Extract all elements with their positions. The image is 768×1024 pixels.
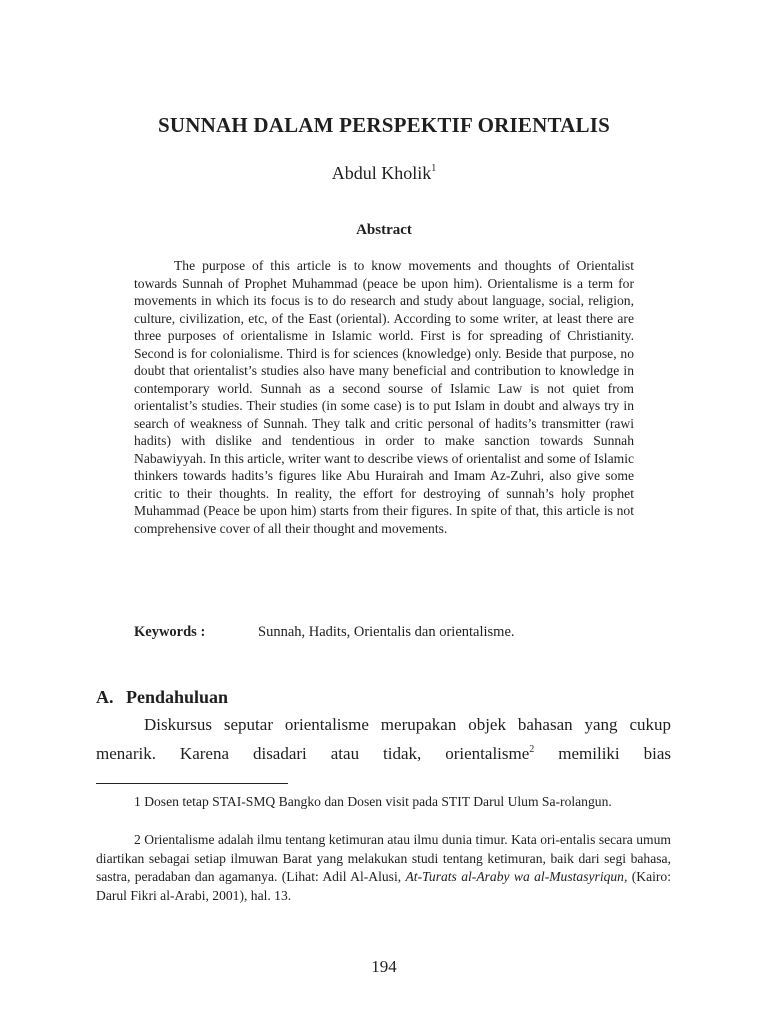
footnote-2-citation: (Kairo: Darul Fikri al-Arabi, 2001), hal. 13. (96, 869, 672, 903)
footnote-divider (96, 783, 288, 784)
section-number: A. (96, 687, 114, 707)
keywords-label: Keywords : (134, 624, 206, 640)
section-title: Pendahuluan (126, 687, 229, 707)
author-name: Abdul Kholik (331, 163, 432, 183)
section-footnote-ref: 2 (529, 744, 535, 755)
footnote-2-book-title: At-Turats al-Araby wa al-Mustasyriqun, (405, 869, 628, 884)
author-line (0, 163, 768, 184)
section-paragraph (96, 712, 671, 766)
abstract-heading: Abstract (356, 222, 412, 238)
author-footnote-ref: 1 (431, 163, 437, 174)
paper-title: SUNNAH DALAM PERSPEKTIF ORIENTALIS (158, 113, 610, 137)
page-number: 194 (371, 957, 397, 976)
section-heading (96, 687, 228, 708)
section-text-before-ref: Diskursus seputar orientalisme merupakan objek bahasan yang cukup menarik. Karena disadari atau tidak, orientalisme (96, 715, 671, 763)
footnote-2 (96, 831, 671, 905)
keywords-value: Sunnah, Hadits, Orientalis dan orientalisme. (258, 624, 515, 640)
footnote-2-text: 2 Orientalisme adalah ilmu tentang ketimuran atau ilmu dunia timur. Kata ori-entalis secara umum diartikan sebagai setiap ilmuwan Barat yang melakukan studi tentang ketimuran, baik dari segi bahasa, sastra, peradaban dan agamanya. (Lihat: Adil Al-Alusi, (96, 832, 671, 884)
footnote-1: 1 Dosen tetap STAI-SMQ Bangko dan Dosen visit pada STIT Darul Ulum Sa-rolangun. (134, 794, 612, 809)
section-text-after-ref: memiliki bias (534, 744, 671, 763)
keywords-line (134, 624, 515, 641)
abstract-text: The purpose of this article is to know movements and thoughts of Orientalist towards Sunnah of Prophet Muhammad (peace be upon him). Orientalisme is a term for movements in which its focus is to do research and study about language, social, religion, culture, civilization, etc, of the East (oriental). According to some writer, at least there are three purposes of orientalisme in Islamic world. First is for spreading of Christianity. Second is for colonialisme. Third is for sciences (knowledge) only. Beside that purpose, no doubt that orientalist’s studies also have many beneficial and contribution to knowledge in contemporary world. Sunnah as a second sourse of Islamic Law is not quiet from orientalist’s studies. Their studies (in some case) is to put Islam in doubt and always try in search of weakness of Sunnah. They talk and critic personal of hadits’s transmitter (rawi hadits) with dislike and tendentious in order to make sanction towards Sunnah Nabawiyyah. In this article, writer want to describe views of orientalist and some of Islamic thinkers towards hadits’s figures like Abu Hurairah and Imam Az-Zuhri, also give some critic to their thoughts. In reality, the effort for destroying of sunnah’s holy prophet Muhammad (Peace be upon him) starts from their figures. In spite of that, this article is not comprehensive cover of all their thought and movements. (134, 258, 634, 536)
